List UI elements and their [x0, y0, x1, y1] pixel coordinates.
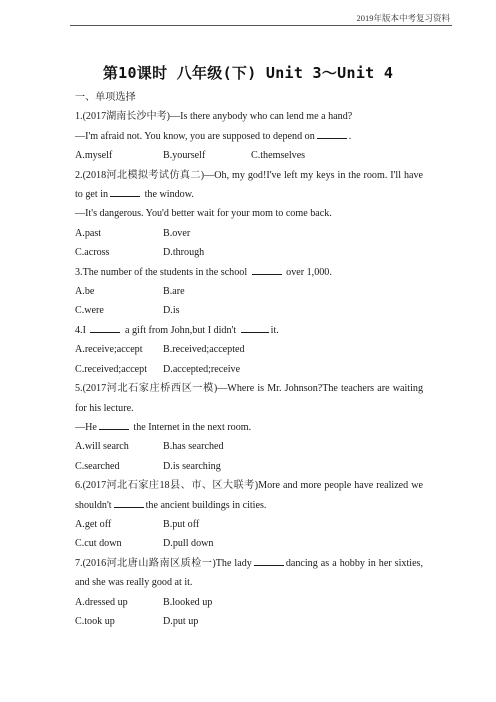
option-b[interactable]: B.yourself: [163, 150, 206, 162]
question-6-options-row-2: [75, 534, 423, 553]
question-5-options-row-1: [75, 437, 423, 456]
option-b[interactable]: B.has searched: [163, 441, 224, 453]
option-c[interactable]: C.were: [75, 305, 104, 317]
option-d[interactable]: D.put up: [163, 615, 199, 627]
question-7-options-row-1: [75, 593, 423, 612]
question-2-followup: —It's dangerous. You'd better wait for your mom to come back.: [75, 208, 332, 220]
question-1-followup: —I'm afraid not. You know, you are supposed to depend on .: [75, 130, 352, 142]
option-c[interactable]: C.searched: [75, 460, 120, 472]
question-4-options-row-1: [75, 340, 423, 359]
answer-blank[interactable]: [110, 187, 140, 197]
option-b[interactable]: B.over: [163, 227, 191, 239]
option-d[interactable]: D.is searching: [163, 460, 221, 472]
option-d[interactable]: D.pull down: [163, 538, 214, 550]
question-7-options-row-2: [75, 612, 423, 631]
question-4-stem: 4.I a gift from John,but I didn't it.: [75, 324, 279, 336]
option-c[interactable]: C.themselves: [251, 150, 306, 162]
option-b[interactable]: B.looked up: [163, 596, 213, 608]
answer-blank[interactable]: [114, 498, 144, 508]
question-2-options-row-2: [75, 243, 423, 262]
answer-blank[interactable]: [254, 556, 284, 566]
answer-blank[interactable]: [90, 323, 120, 333]
page-header: 2019年版本中考复习资料: [356, 13, 450, 23]
option-a[interactable]: A.myself: [75, 150, 113, 162]
worksheet-content: [75, 88, 423, 631]
option-d[interactable]: D.through: [163, 247, 205, 259]
page-title: 第10课时 八年级(下) Unit 3～Unit 4: [102, 64, 394, 82]
answer-blank[interactable]: [252, 265, 282, 275]
question-5-followup: —He the Internet in the next room.: [75, 421, 252, 433]
question-6-stem: 6.(2017河北石家庄18县、市、区大联考)More and more people have realized we shouldn't the ancient buildings in cities.: [75, 480, 423, 511]
question-7-stem: 7.(2016河北唐山路南区质检一)The lady dancing as a hobby in her sixties, and she was really good at it.: [75, 557, 424, 589]
option-b[interactable]: B.put off: [163, 518, 200, 530]
option-c[interactable]: C.across: [75, 247, 110, 259]
option-d[interactable]: D.is: [163, 305, 180, 317]
answer-blank[interactable]: [241, 323, 269, 333]
header-divider: [70, 25, 452, 26]
answer-blank[interactable]: [317, 129, 347, 139]
question-2-options-row-1: [75, 224, 423, 243]
question-1-stem: 1.(2017湖南长沙中考)—Is there anybody who can lend me a hand?: [75, 111, 353, 123]
question-5-options-row-2: [75, 457, 423, 476]
option-a[interactable]: A.get off: [75, 518, 112, 530]
option-c[interactable]: C.took up: [75, 615, 115, 627]
option-a[interactable]: A.dressed up: [75, 596, 128, 608]
option-a[interactable]: A.past: [75, 227, 102, 239]
question-1-options: [75, 146, 423, 165]
option-d[interactable]: D.accepted;receive: [163, 363, 241, 375]
question-4-options-row-2: [75, 360, 423, 379]
option-a[interactable]: A.will search: [75, 441, 129, 453]
question-2-stem: 2.(2018河北模拟考试仿真二)—Oh, my god!I've left my keys in the room. I'll have to get in the window.: [75, 169, 423, 201]
option-b[interactable]: B.received;accepted: [163, 344, 245, 356]
option-c[interactable]: C.received;accept: [75, 363, 148, 375]
option-b[interactable]: B.are: [163, 286, 185, 298]
option-a[interactable]: A.be: [75, 286, 95, 298]
question-3-stem: 3.The number of the students in the school over 1,000.: [75, 266, 332, 278]
question-6-options-row-1: [75, 515, 423, 534]
question-3-options-row-2: [75, 301, 423, 320]
section-heading: 一、单项选择: [75, 92, 136, 103]
question-3-options-row-1: [75, 282, 423, 301]
option-c[interactable]: C.cut down: [75, 538, 122, 550]
question-5-stem: 5.(2017河北石家庄桥西区一模)—Where is Mr. Johnson?The teachers are waiting for his lecture.: [75, 383, 423, 414]
answer-blank[interactable]: [99, 420, 129, 430]
option-a[interactable]: A.receive;accept: [75, 344, 143, 356]
